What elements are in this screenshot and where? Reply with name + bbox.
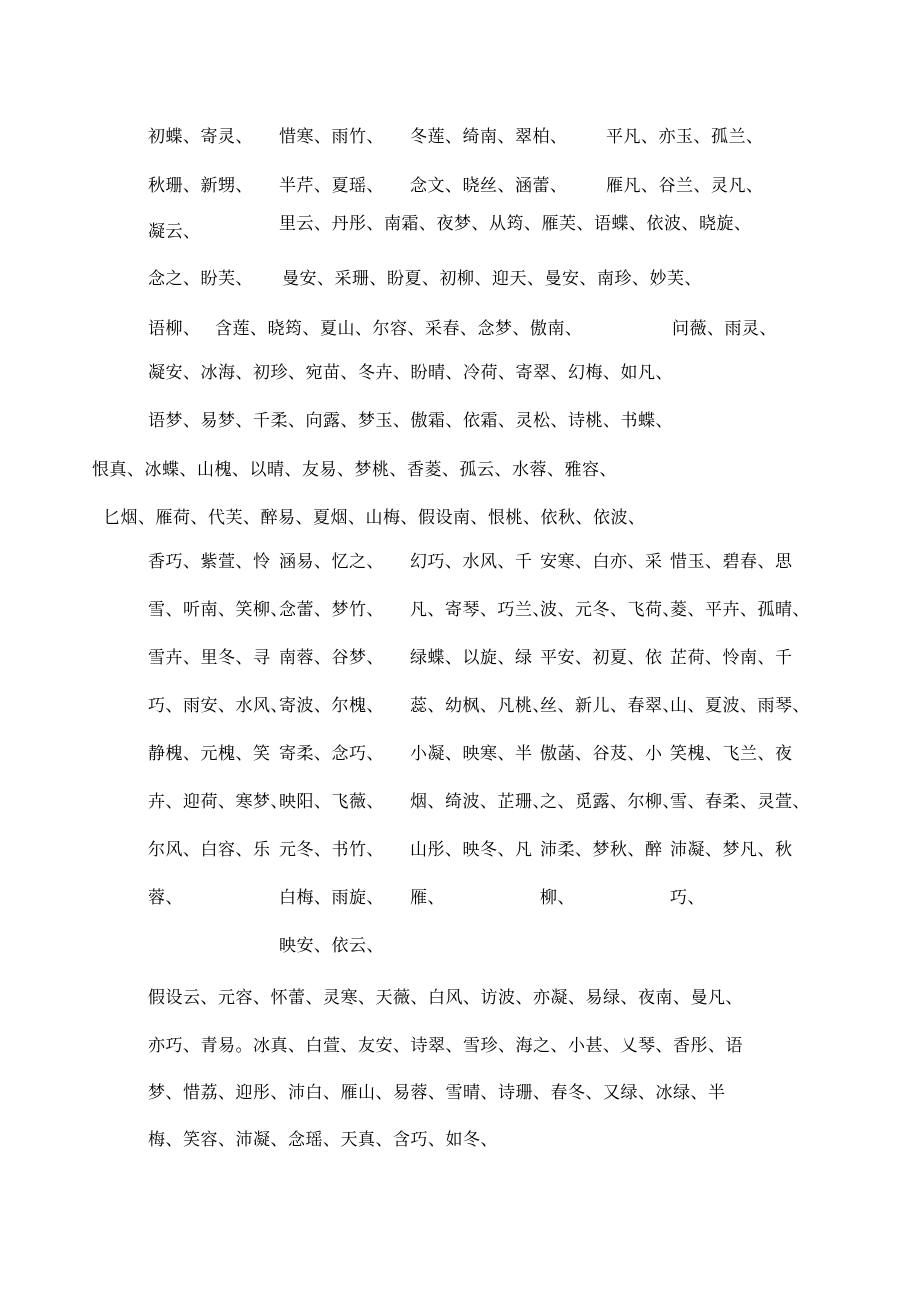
name-line: 曼安、采珊、盼夏、初柳、迎天、曼安、南珍、妙芙、	[282, 269, 702, 289]
column-line: 山彤、映冬、凡	[410, 840, 533, 860]
name-line: 里云、丹彤、南霜、夜梦、从筠、雁芙、语蝶、依波、晓旋、	[279, 214, 752, 234]
column-line: 静槐、元槐、笑	[148, 744, 271, 764]
name-column	[540, 551, 680, 935]
column-line: 安寒、白亦、采	[540, 552, 663, 572]
column-line: 映安、依云、	[279, 936, 384, 956]
column-line: 寄柔、念巧、	[279, 744, 384, 764]
name-line: 语梦、易梦、千柔、向露、梦玉、傲霜、依霜、灵松、诗桃、书蝶、	[148, 411, 673, 431]
name-cell: 念之、盼芙、	[148, 269, 253, 289]
column-line: 卉、迎荷、寒梦、	[148, 792, 288, 812]
name-cell: 秋珊、新甥、	[148, 176, 253, 196]
column-line: 雁、	[410, 888, 445, 908]
column-line: 凡、寄琴、巧兰、	[410, 600, 550, 620]
column-line: 平安、初夏、依	[540, 648, 663, 668]
name-line: 凝安、冰海、初珍、宛苗、冬卉、盼晴、冷荷、寄翠、幻梅、如凡、	[148, 363, 673, 383]
name-line: 恨真、冰蝶、山槐、以晴、友易、梦桃、香菱、孤云、水蓉、雅容、	[92, 460, 617, 480]
column-line: 幻巧、水风、千	[410, 552, 533, 572]
column-line: 傲菡、谷芨、小	[540, 744, 663, 764]
name-cell: 雁凡、谷兰、灵凡、	[606, 176, 764, 196]
column-line: 山、夏波、雨琴、	[670, 696, 810, 716]
name-cell: 冬莲、绮南、翠柏、	[410, 127, 568, 147]
column-line: 绿蝶、以旋、绿	[410, 648, 533, 668]
column-line: 念蕾、梦竹、	[279, 600, 384, 620]
column-line: 雪卉、里冬、寻	[148, 648, 271, 668]
column-line: 笑槐、飞兰、夜	[670, 744, 793, 764]
column-line: 映阳、飞薇、	[279, 792, 384, 812]
name-line: 梅、笑容、沛凝、念瑶、天真、含巧、如冬、	[148, 1130, 498, 1150]
name-line: 亦巧、青易。冰真、白萱、友安、诗翠、雪珍、海之、小甚、乂琴、香彤、语	[148, 1036, 743, 1056]
name-line: 含莲、晓筠、夏山、尔容、采春、念梦、傲南、	[215, 319, 583, 339]
name-cell: 惜寒、雨竹、	[279, 127, 384, 147]
column-line: 菱、平卉、孤晴、	[670, 600, 810, 620]
column-line: 尔风、白容、乐	[148, 840, 271, 860]
name-cell: 语柳、	[148, 319, 201, 339]
column-line: 元冬、书竹、	[279, 840, 384, 860]
column-line: 烟、绮波、芷珊、	[410, 792, 550, 812]
column-line: 巧、雨安、水风、	[148, 696, 288, 716]
column-line: 丝、新儿、春翠、	[540, 696, 680, 716]
column-line: 香巧、紫萱、怜	[148, 552, 271, 572]
column-line: 蓉、	[148, 888, 183, 908]
name-column	[279, 551, 384, 983]
column-line: 波、元冬、飞荷、	[540, 600, 680, 620]
column-line: 雪、春柔、灵萱、	[670, 792, 810, 812]
name-cell: 初蝶、寄灵、	[148, 127, 253, 147]
name-cell: 平凡、亦玉、孤兰、	[606, 127, 764, 147]
column-line: 白梅、雨旋、	[279, 888, 384, 908]
column-line: 沛柔、梦秋、醉	[540, 840, 663, 860]
name-cell: 问薇、雨灵、	[672, 319, 777, 339]
column-line: 涵易、忆之、	[279, 552, 384, 572]
column-line: 柳、	[540, 888, 575, 908]
name-column	[670, 551, 810, 935]
column-line: 之、觅露、尔柳、	[540, 792, 680, 812]
column-line: 蕊、幼枫、凡桃、	[410, 696, 550, 716]
column-line: 南蓉、谷梦、	[279, 648, 384, 668]
column-line: 雪、听南、笑柳、	[148, 600, 288, 620]
name-cell: 念文、晓丝、涵蕾、	[410, 176, 568, 196]
column-line: 寄波、尔槐、	[279, 696, 384, 716]
name-cell: 半芹、夏瑶、	[279, 176, 384, 196]
name-line: 梦、惜荔、迎彤、沛白、雁山、易蓉、雪晴、诗珊、春冬、又绿、冰绿、半	[148, 1083, 726, 1103]
column-line: 巧、	[670, 888, 705, 908]
name-line: 假设云、元容、怀蕾、灵寒、天薇、白风、访波、亦凝、易绿、夜南、曼凡、	[148, 988, 743, 1008]
column-line: 惜玉、碧春、思	[670, 552, 793, 572]
name-cell: 凝云、	[148, 222, 201, 242]
name-column	[410, 551, 550, 935]
column-line: 芷荷、怜南、千	[670, 648, 793, 668]
name-column	[148, 551, 288, 935]
column-line: 小凝、映寒、半	[410, 744, 533, 764]
column-line: 沛凝、梦凡、秋	[670, 840, 793, 860]
name-line: 匕烟、雁荷、代芙、醉易、夏烟、山梅、假设南、恨桃、依秋、依波、	[103, 508, 646, 528]
